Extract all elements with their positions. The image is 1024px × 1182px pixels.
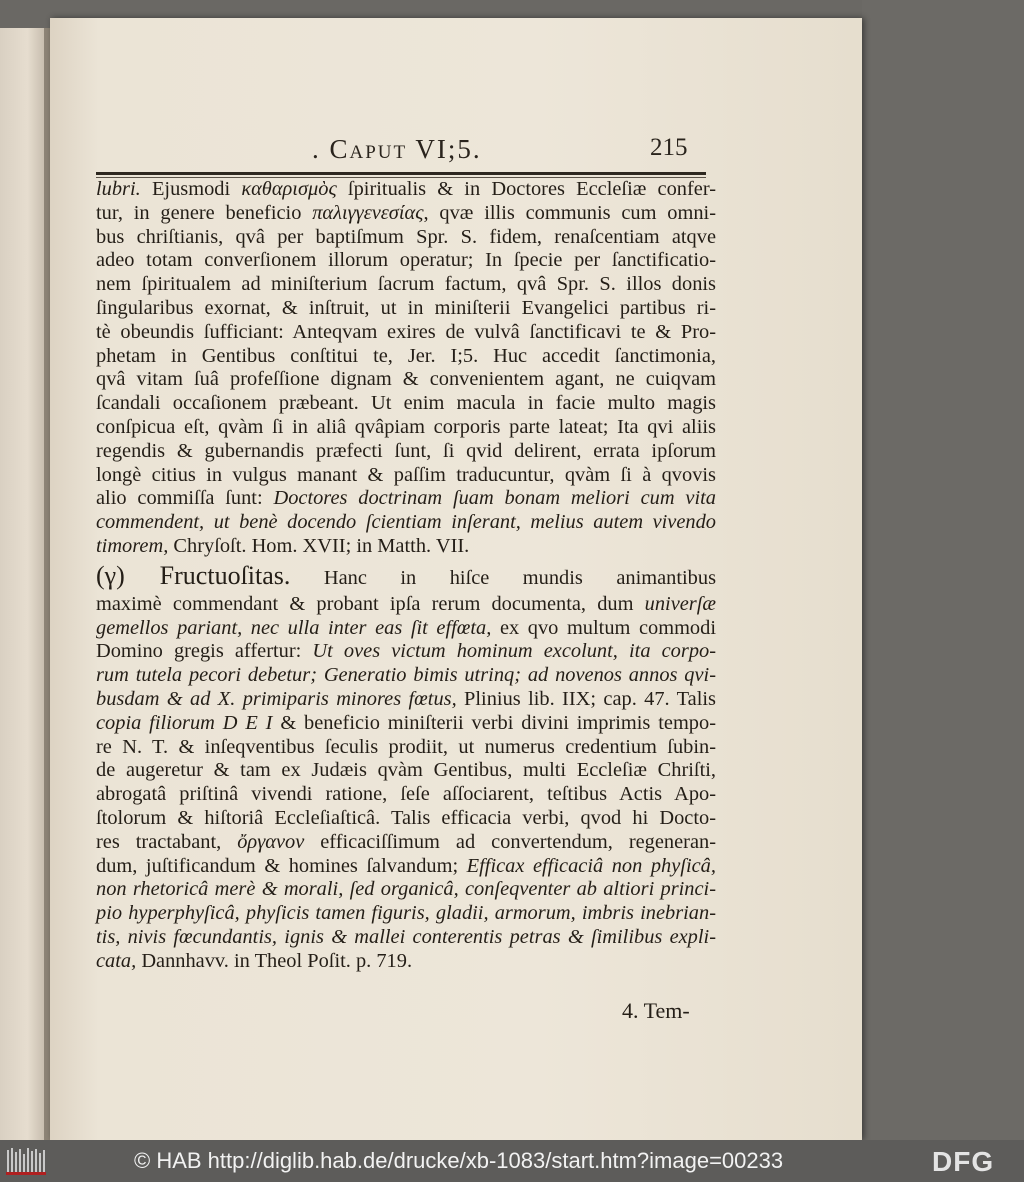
text-segment: ſcandali occaſionem præbeant. Ut enim macula in facie multo magis [96,392,716,415]
text-segment: de augeretur & tam ex Judæis qvàm Gentibus, multi Eccleſiæ Chriſti, [96,759,716,782]
italic-text: Ut oves victum hominum excolunt, ita corpo- [312,640,716,663]
text-segment: ſingularibus exornat, & inſtruit, ut in miniſterii Evangelici partibus ri- [96,296,716,319]
italic-text: lubri. [96,178,141,200]
text-line [96,640,716,664]
text-segment: Hanc in hiſce mundis animantibus [290,566,716,589]
text-line [96,759,716,783]
text-line [96,831,716,855]
text-segment: re N. T. & inſeqventibus ſeculis prodiit, ut numerus credentium ſubin- [96,735,716,758]
text-line [96,688,716,712]
italic-text: cata, [96,949,137,972]
text-line [96,664,716,688]
text-segment: longè citius in vulgus manant & paſſim traducuntur, qvàm ſi à qvovis [96,463,716,486]
italic-text: copia filiorum D E I [96,711,273,734]
viewer-background [862,0,1024,1140]
text-line [96,487,716,511]
previous-page-edge [0,28,50,1140]
italic-text: Efficax efficaciâ non phyſicâ, [466,854,716,877]
text-line [96,926,716,950]
text-segment: Plinius lib. IIX; cap. 47. Talis [456,687,716,710]
text-segment: regendis & gubernandis præfecti ſunt, ſi qvid delirent, errata ipſorum [96,439,716,462]
text-segment: ſtolorum & hiſtoriâ Eccleſiaſticâ. Talis efficacia verbi, qvod hi Docto- [96,806,716,829]
text-line [96,807,716,831]
text-segment: conſpicua eſt, qvàm ſi in aliâ qvâpiam corporis parte lateat; Ita qvi aliis [96,415,716,438]
text-line [96,297,716,321]
text-line [96,736,716,760]
text-line [96,559,716,593]
text-line [96,902,716,926]
italic-text: busdam & ad X. primiparis minores fœtus, [96,687,457,710]
text-line [96,416,716,440]
text-line [96,617,716,641]
text-line [96,392,716,416]
text-segment: abrogatâ priſtinâ vivendi ratione, ſeſe aſſociarent, teſtibus Actis Apo- [96,783,716,806]
text-segment: tur, in genere beneficio [96,201,313,224]
text-segment: Dannhavv. in Theol Poſit. p. 719. [136,949,413,972]
italic-text: pio hyperphyſicâ, phyſicis tamen figuris, gladii, armorum, imbris inebrian- [96,902,716,925]
text-line [96,535,716,559]
text-segment: qvâ vitam ſuâ profeſſione dignam & convenientem agant, ne cuiqvam [96,368,716,391]
italic-text: non rhetoricâ merè & morali, ſed organicâ, conſeqventer ab altiori princi- [96,878,716,901]
dfg-logo: DFG [932,1146,995,1177]
text-line [96,202,716,226]
text-line [96,226,716,250]
text-segment: alio commiſſa ſunt: [96,487,274,510]
text-segment: ſpiritualis & in Doctores Eccleſiæ confer- [336,178,716,200]
text-line [96,368,716,392]
italic-text: tis, nivis fœcundantis, ignis & mallei conterentis petras & ſimilibus expli- [96,925,716,948]
italic-text: timorem, [96,534,169,557]
text-segment: phetam in Gentibus conſtitui te, Jer. I;5. Huc accedit ſanctimonia, [96,344,716,367]
text-line [96,249,716,273]
text-line [96,855,716,879]
copyright-url-text: © HAB http://diglib.hab.de/drucke/xb-1083/start.htm?image=00233 [134,1148,784,1173]
catchword: 4. Tem- [622,998,690,1023]
text-line [96,440,716,464]
italic-text: Doctores doctrinam ſuam bonam meliori cum vita [273,487,716,510]
text-segment: ex qvo multum commodi [491,616,716,639]
text-line [96,345,716,369]
text-segment: efficaciſſimum ad convertendum, regeneran- [304,830,717,853]
text-line [96,712,716,736]
text-segment: adeo totam converſionem illorum operatur; In ſpecie per ſanctificatio- [96,249,716,272]
text-line [96,878,716,902]
text-segment: bus chriſtianis, qvâ per baptiſmum Spr. S. fidem, renaſcentiam atqve [96,225,716,248]
section-heading: (γ) Fructuoſitas. [96,560,291,590]
text-segment: Domino gregis affertur: [96,640,313,663]
text-segment: nem ſpiritualem ad miniſterium ſacrum factum, qvâ Spr. S. illos donis [96,273,716,296]
footer-bar [0,1140,1024,1182]
italic-text: univerſæ [644,592,716,615]
text-segment: Chryſoſt. Hom. XVII; in Matth. VII. [168,534,470,557]
italic-text: καθαρισμὸς [241,178,337,200]
text-line [96,783,716,807]
italic-text: commendent, ut benè docendo ſcientiam inſerant, melius autem vivendo [96,511,716,534]
page-number: 215 [650,134,688,161]
text-line [96,321,716,345]
page-header-title: . Caput VI;5. [312,134,482,164]
text-segment: res tractabant, [96,830,238,853]
italic-text: παλιγγενεσίας [312,201,424,224]
text-segment: dum, juſtificandum & homines ſalvandum; [96,854,467,877]
text-line [96,950,716,974]
text-segment: maximè commendant & probant ipſa rerum documenta, dum [96,592,645,615]
text-segment: , qvæ illis communis cum omni- [423,201,716,224]
text-segment: Ejusmodi [140,178,242,200]
body-text [96,178,716,974]
text-line [96,273,716,297]
italic-text: ὄργανον [237,830,305,853]
text-line [96,464,716,488]
italic-text: gemellos pariant, nec ulla inter eas ſit effœta, [96,616,492,639]
text-segment: & beneficio miniſterii verbi divini imprimis tempo- [272,711,716,734]
header-rule [96,172,706,175]
text-line [96,511,716,535]
text-line [96,593,716,617]
hab-logo-icon [6,1146,46,1176]
text-line [96,178,716,202]
text-segment: tè obeundis ſufficiant: Anteqvam exires de vulvâ ſanctificavi te & Pro- [96,320,716,343]
book-page [50,18,862,1140]
running-head [50,128,862,172]
italic-text: rum tutela pecori debetur; Generatio bimis utrinq; ad novenos annos qvi- [96,664,716,687]
